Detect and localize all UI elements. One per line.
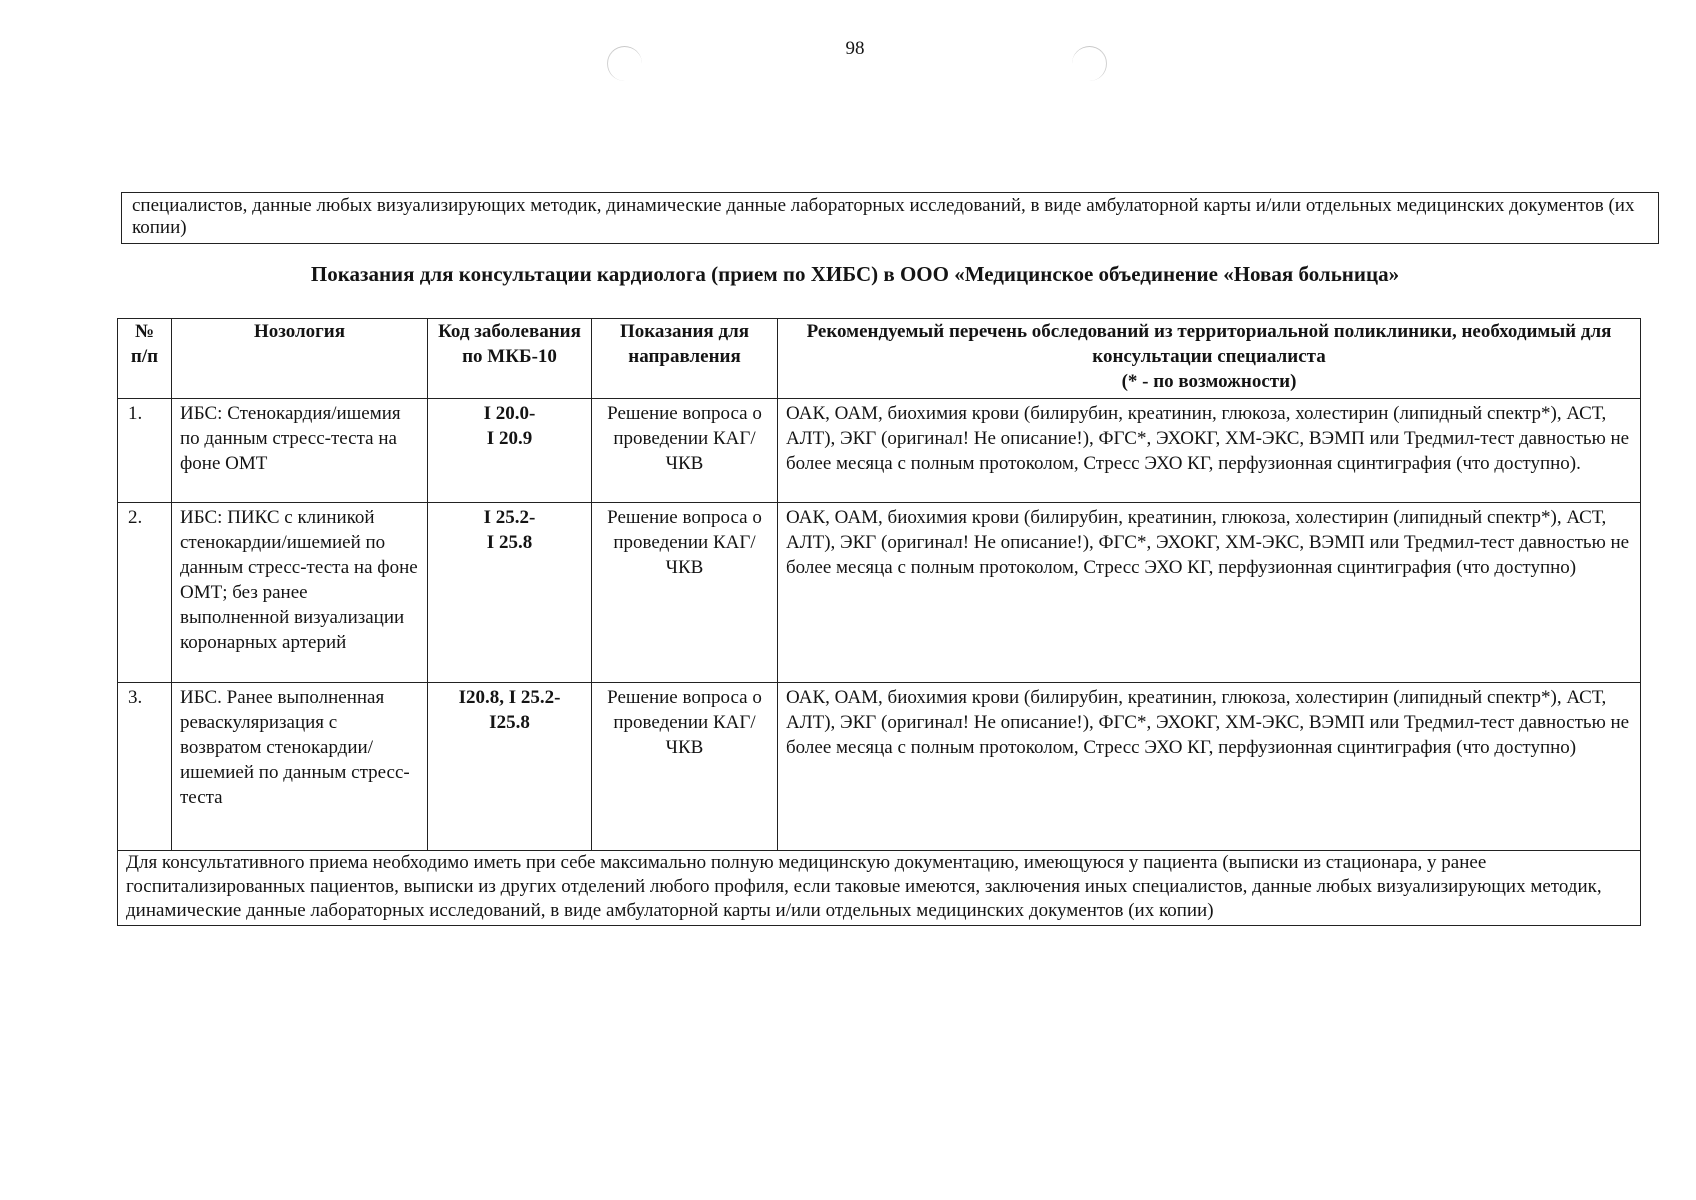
row-indications: Решение вопроса о проведении КАГ/ЧКВ bbox=[592, 683, 778, 851]
row-nosology: ИБС. Ранее выполненная реваскуляризация с возвратом стенокардии/ишемией по данным стресс-теста bbox=[172, 683, 428, 851]
row-nosology: ИБС: Стенокардия/ишемия по данным стресс-теста на фоне ОМТ bbox=[172, 399, 428, 503]
page-number: 98 bbox=[845, 38, 865, 59]
row-code-line2: I25.8 bbox=[489, 712, 530, 733]
table-footer-row bbox=[118, 851, 1641, 926]
scan-artifact-right bbox=[1072, 46, 1107, 81]
continued-note-text: специалистов, данные любых визуализирующих методик, динамические данные лабораторных исследований, в виде амбулаторной карты и/или отдельных медицинских документов (их копии) bbox=[132, 195, 1635, 238]
table-row bbox=[118, 399, 1641, 503]
row-exams: ОАК, ОАМ, биохимия крови (билирубин, креатинин, глюкоза, холестирин (липидный спектр*), АСТ, АЛТ), ЭКГ (оригинал! Не описание!), ФГС*, ЭХОКГ, ХМ-ЭКС, ВЭМП или Тредмил-тест давностью не более месяца с полным протоколом, Стресс ЭХО КГ, перфузионная сцинтиграфия (что доступно) bbox=[778, 683, 1641, 851]
indications-table bbox=[117, 318, 1641, 926]
header-exams-note: (* - по возможности) bbox=[1121, 371, 1297, 392]
row-num: 1. bbox=[118, 399, 172, 503]
continued-note-box bbox=[121, 192, 1659, 244]
row-code bbox=[428, 683, 592, 851]
row-code-line2: I 20.9 bbox=[486, 428, 533, 449]
row-exams: ОАК, ОАМ, биохимия крови (билирубин, креатинин, глюкоза, холестирин (липидный спектр*), АСТ, АЛТ), ЭКГ (оригинал! Не описание!), ФГС*, ЭХОКГ, ХМ-ЭКС, ВЭМП или Тредмил-тест давностью не более месяца с полным протоколом, Стресс ЭХО КГ, перфузионная сцинтиграфия (что доступно) bbox=[778, 503, 1641, 683]
table-row bbox=[118, 683, 1641, 851]
table-header-row bbox=[118, 319, 1641, 399]
header-num: № п/п bbox=[118, 319, 172, 399]
table-footer-note: Для консультативного приема необходимо иметь при себе максимально полную медицинскую документацию, имеющуюся у пациента (выписки из стационара, у ранее госпитализированных пациентов, выписки из других отделений любого профиля, если таковые имеются, заключения иных специалистов, данные любых визуализирующих методик, динамические данные лабораторных исследований, в виде амбулаторной карты и/или отдельных медицинских документов (их копии) bbox=[118, 851, 1641, 926]
document-title: Показания для консультации кардиолога (прием по ХИБС) в ООО «Медицинское объединение «Новая больница» bbox=[310, 262, 1400, 286]
header-nosology: Нозология bbox=[172, 319, 428, 399]
row-num: 2. bbox=[118, 503, 172, 683]
row-indications: Решение вопроса о проведении КАГ/ЧКВ bbox=[592, 503, 778, 683]
header-indications: Показания для направления bbox=[592, 319, 778, 399]
row-code-line1: I 25.2- bbox=[483, 507, 536, 528]
row-nosology: ИБС: ПИКС с клиникой стенокардии/ишемией по данным стресс-теста на фоне ОМТ; без ранее выполненной визуализации коронарных артерий bbox=[172, 503, 428, 683]
row-num: 3. bbox=[118, 683, 172, 851]
row-code-line2: I 25.8 bbox=[486, 532, 533, 553]
scan-artifact-left bbox=[607, 46, 642, 81]
header-exams-main: Рекомендуемый перечень обследований из территориальной поликлиники, необходимый для консультации специалиста bbox=[806, 321, 1612, 367]
row-code-line1: I20.8, I 25.2- bbox=[458, 687, 561, 708]
row-code bbox=[428, 399, 592, 503]
row-code-line1: I 20.0- bbox=[483, 403, 536, 424]
row-exams: ОАК, ОАМ, биохимия крови (билирубин, креатинин, глюкоза, холестирин (липидный спектр*), АСТ, АЛТ), ЭКГ (оригинал! Не описание!), ФГС*, ЭХОКГ, ХМ-ЭКС, ВЭМП или Тредмил-тест давностью не более месяца с полным протоколом, Стресс ЭХО КГ, перфузионная сцинтиграфия (что доступно). bbox=[778, 399, 1641, 503]
header-exams bbox=[778, 319, 1641, 399]
row-code bbox=[428, 503, 592, 683]
table-row bbox=[118, 503, 1641, 683]
header-code: Код заболевания по МКБ-10 bbox=[428, 319, 592, 399]
row-indications: Решение вопроса о проведении КАГ/ЧКВ bbox=[592, 399, 778, 503]
